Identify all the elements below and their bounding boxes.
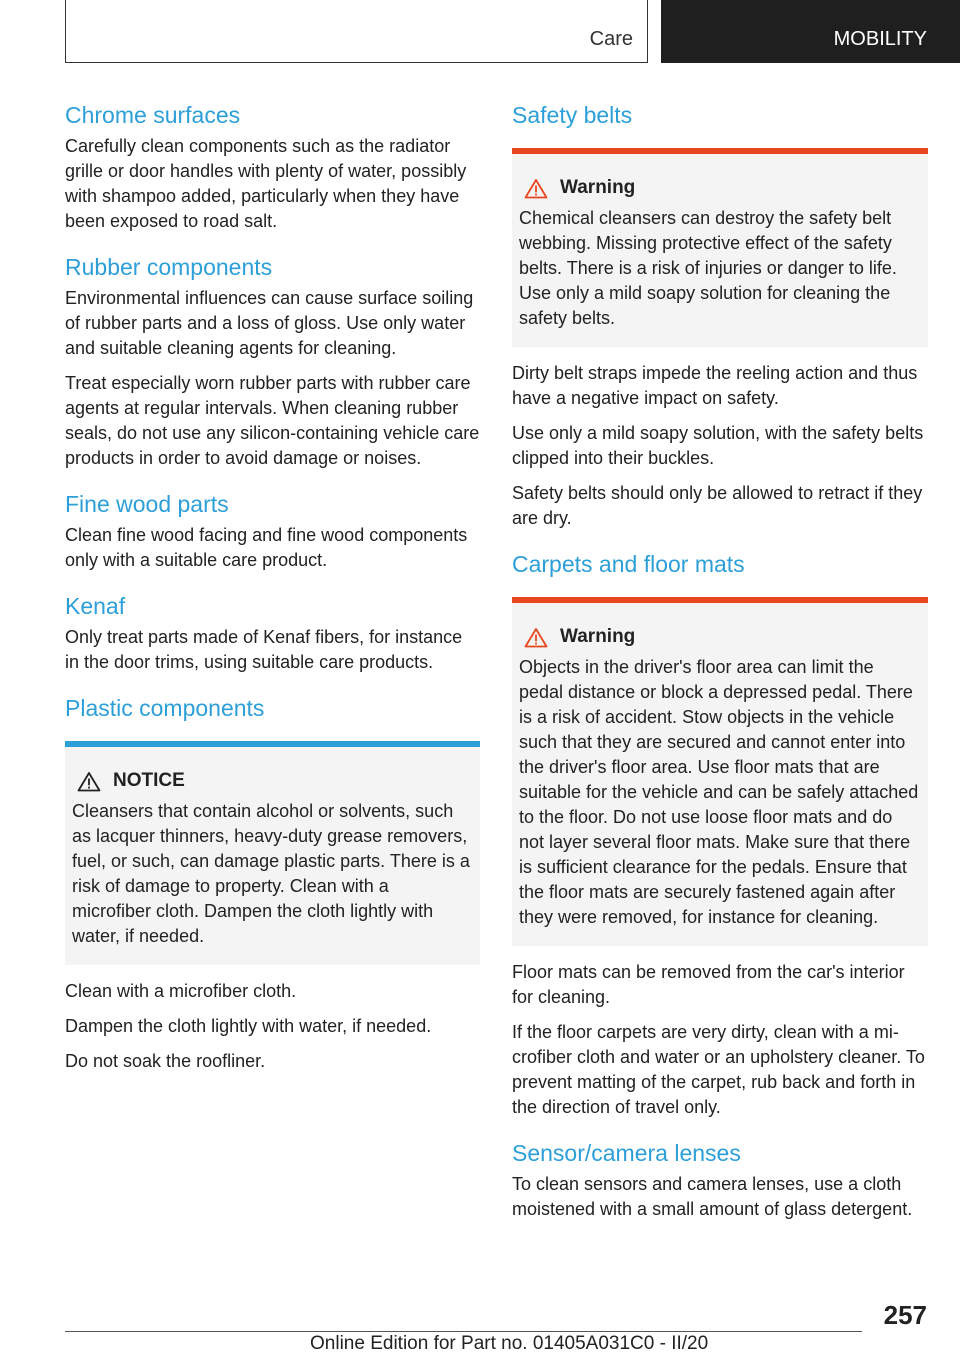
notice-title-row — [72, 769, 472, 793]
header-section-tab — [65, 0, 648, 63]
paragraph: Clean fine wood facing and fine wood components only with a suitable care product. — [65, 525, 468, 570]
section-safety-belts — [512, 100, 928, 531]
section-heading: Plastic components — [65, 695, 265, 721]
page-number: 257 — [883, 1300, 927, 1330]
paragraph: Treat especially worn rubber parts with rubber care agents at regular intervals. When cleaning rubber seals, do not use any silicon-containing vehicle care products in order to avoid damage or noises. — [65, 373, 480, 468]
section-heading: Sensor/camera lenses — [512, 1140, 741, 1166]
paragraph: If the floor carpets are very dirty, clean with a microfiber cloth and water or an upholstery cleaner. To prevent matting of the carpet, rub back and forth in the direction of travel only. — [512, 1022, 925, 1117]
warning-triangle-icon — [77, 771, 101, 792]
warning-title-row — [519, 625, 920, 649]
paragraph: Clean with a microfiber cloth. — [65, 981, 297, 1001]
warning-title: Warning — [560, 626, 636, 647]
paragraph: Floor mats can be removed from the car's interior for cleaning. — [512, 962, 905, 1007]
paragraph: Environmental influences can cause surface soiling of rubber parts and a loss of gloss. Use only water and suitable cleaning agents for cleaning. — [65, 288, 474, 358]
notice-text: Cleansers that contain alcohol or solvents, such as lacquer thinners, heavy-duty grease removers, fuel, or such, can damage plastic parts. There is a risk of damage to property. Clean with a microfiber cloth. Dampen the cloth lightly with water, if needed. — [72, 801, 470, 946]
paragraph: Carefully clean components such as the radiator grille or door handles with plenty of water, possibly with shampoo added, particularly when they have been exposed to road salt. — [65, 136, 467, 231]
paragraph: Do not soak the roofliner. — [65, 1051, 266, 1071]
warning-triangle-icon — [524, 178, 548, 199]
paragraph: Dirty belt straps impede the reeling action and thus have a negative impact on safety. — [512, 363, 918, 408]
section-heading: Safety belts — [512, 102, 633, 128]
section-rubber-components — [65, 252, 480, 471]
section-heading: Carpets and floor mats — [512, 551, 745, 577]
section-heading: Chrome surfaces — [65, 102, 241, 128]
section-plastic-components — [65, 693, 480, 1074]
header-chapter-tab — [661, 0, 960, 63]
warning-title-row — [519, 176, 920, 200]
warning-box — [512, 597, 928, 946]
warning-text: Objects in the driver's floor area can limit the pedal distance or block a depressed pedal. There is a risk of accident. Stow objects in the vehicle such that they are secured and cannot enter into the driver's floor area. Use floor mats that are suitable for the vehicle and can be safely attached to the floor. Do not use loose floor mats and do not layer several floor mats. Make sure that there is sufficient clearance for the pedals. Ensure that the floor mats are securely fastened again after they were removed, for instance for cleaning. — [519, 657, 919, 927]
section-kenaf — [65, 591, 480, 675]
section-heading: Rubber components — [65, 254, 273, 280]
section-heading: Kenaf — [65, 593, 126, 619]
section-heading: Fine wood parts — [65, 491, 229, 517]
warning-text: Chemical cleansers can destroy the safety belt webbing. Missing protective effect of the safety belts. There is a risk of injuries or danger to life. Use only a mild soapy solution for cleaning the safety belts. — [519, 208, 897, 328]
header-chapter-label: MOBILITY — [833, 28, 927, 50]
section-fine-wood-parts — [65, 489, 480, 573]
paragraph: To clean sensors and camera lenses, use a cloth moistened with a small amount of glass detergent. — [512, 1174, 913, 1219]
section-chrome-surfaces — [65, 100, 480, 234]
footer-edition-text: Online Edition for Part no. 01405A031C0 - II/20 — [310, 1333, 709, 1354]
paragraph: Safety belts should only be allowed to retract if they are dry. — [512, 483, 923, 528]
footer-divider — [65, 1331, 862, 1332]
header-section-label: Care — [589, 28, 633, 50]
left-column — [65, 100, 480, 1092]
warning-box — [512, 148, 928, 347]
warning-title: Warning — [560, 177, 636, 198]
paragraph: Dampen the cloth lightly with water, if needed. — [65, 1016, 432, 1036]
warning-triangle-icon — [524, 627, 548, 648]
right-column — [512, 100, 928, 1240]
paragraph: Only treat parts made of Kenaf fibers, for instance in the door trims, using suitable care products. — [65, 627, 463, 672]
section-sensor-camera-lenses — [512, 1138, 928, 1222]
notice-box — [65, 741, 480, 965]
paragraph: Use only a mild soapy solution, with the safety belts clipped into their buckles. — [512, 423, 924, 468]
section-carpets-floor-mats — [512, 549, 928, 1120]
notice-title: NOTICE — [113, 770, 185, 791]
